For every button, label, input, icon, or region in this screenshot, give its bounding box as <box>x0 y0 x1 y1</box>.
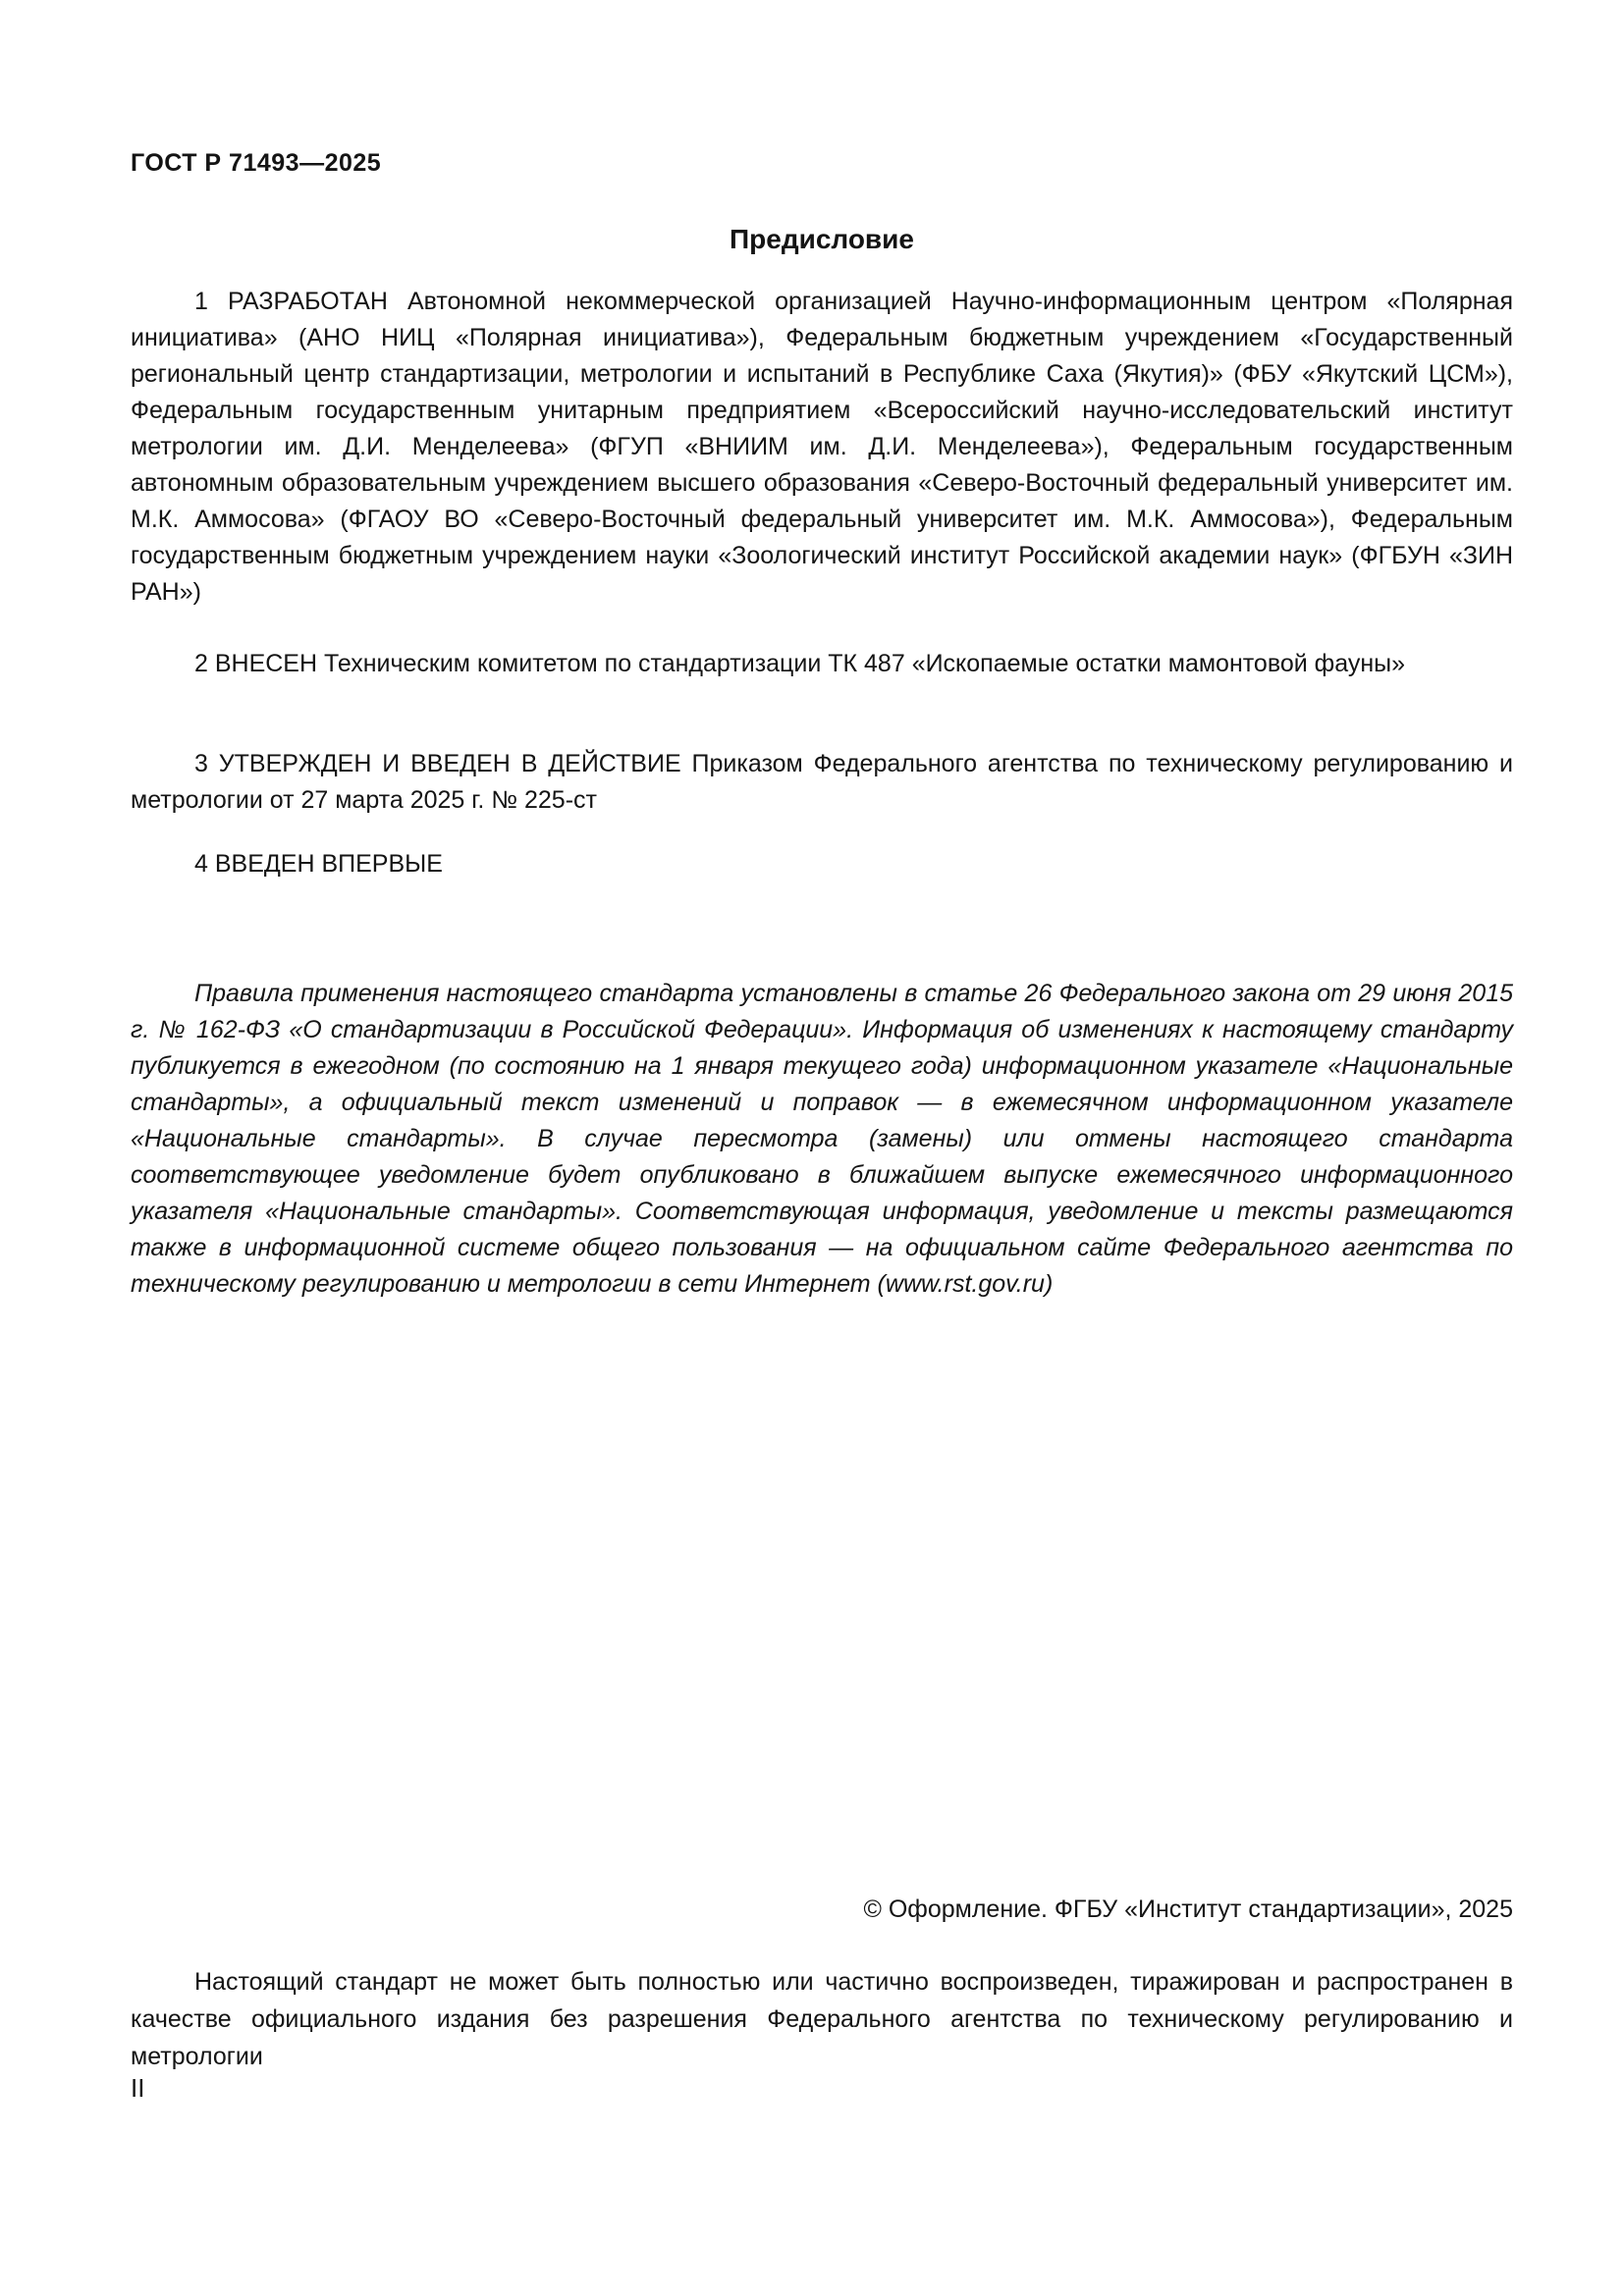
foreword-item-introduced: 4 ВВЕДЕН ВПЕРВЫЕ <box>194 850 443 878</box>
page-title: Предисловие <box>730 224 914 254</box>
foreword-item-submitted: 2 ВНЕСЕН Техническим комитетом по стандартизации ТК 487 «Ископаемые остатки мамонтовой фауны» <box>194 650 1406 677</box>
foreword-item-approved: 3 УТВЕРЖДЕН И ВВЕДЕН В ДЕЙСТВИЕ Приказом Федерального агентства по техническому регулированию и метрологии от 27 марта 2025 г. № 225-ст <box>131 750 1513 814</box>
document-designation: ГОСТ Р 71493—2025 <box>131 149 382 177</box>
copyright-line: © Оформление. ФГБУ «Институт стандартизации», 2025 <box>863 1896 1513 1923</box>
application-rules-note: Правила применения настоящего стандарта установлены в статье 26 Федерального закона от 29 июня 2015 г. № 162-ФЗ «О стандартизации в Российской Федерации». Информация об изменениях к настоящему стандарту публикуется в ежегодном (по состоянию на 1 января текущего года) информационном указателе «Национальные стандарты», а официальный текст изменений и поправок — в ежемесячном информационном указателе «Национальные стандарты». В случае пересмотра (замены) или отмены настоящего стандарта соответствующее уведомление будет опубликовано в ближайшем выпуске ежемесячного информационного указателя «Национальные стандарты». Соответствующая информация, уведомление и тексты размещаются также в информационной системе общего пользования — на официальном сайте Федерального агентства по техническому регулированию и метрологии в сети Интернет (www.rst.gov.ru) <box>131 980 1513 1298</box>
foreword-item-developed: 1 РАЗРАБОТАН Автономной некоммерческой организацией Научно-информационным центром «Полярная инициатива» (АНО НИЦ «Полярная инициатива»), Федеральным бюджетным учреждением «Государственный региональный центр стандартизации, метрологии и испытаний в Республике Саха (Якутия)» (ФБУ «Якутский ЦСМ»), Федеральным государственным унитарным предприятием «Всероссийский научно-исследовательский институт метрологии им. Д.И. Менделеева» (ФГУП «ВНИИМ им. Д.И. Менделеева»), Федеральным государственным автономным образовательным учреждением высшего образования «Северо-Восточный федеральный университет им. М.К. Аммосова» (ФГАОУ ВО «Северо-Восточный федеральный университет им. М.К. Аммосова»), Федеральным государственным бюджетным учреждением науки «Зоологический институт Российской академии наук» (ФГБУН «ЗИН РАН») <box>131 288 1513 606</box>
reproduction-restriction-note: Настоящий стандарт не может быть полностью или частично воспроизведен, тиражирован и распространен в качестве официального издания без разрешения Федерального агентства по техническому регулированию и метрологии <box>131 1968 1513 2070</box>
page-number: II <box>131 2073 145 2103</box>
